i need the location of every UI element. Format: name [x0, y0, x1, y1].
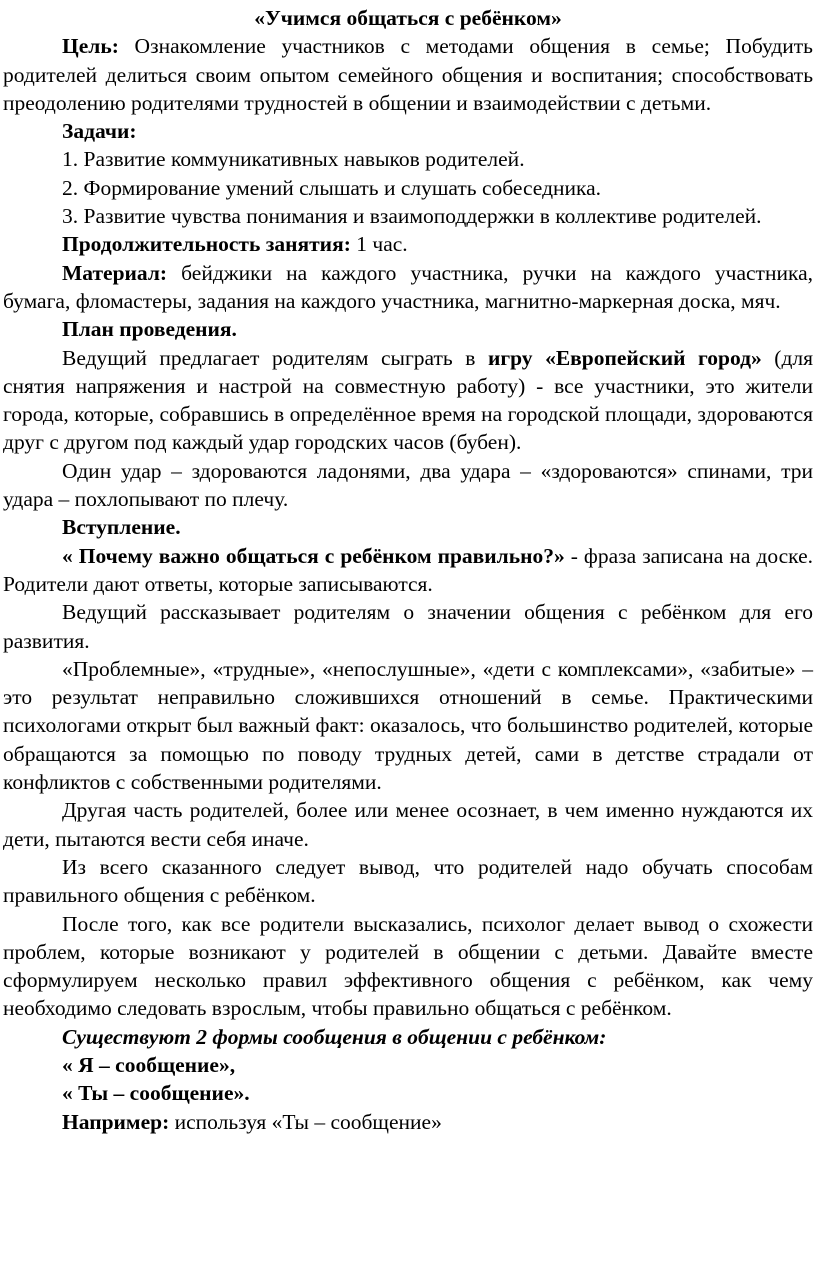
task-item-2: 2. Формирование умений слышать и слушать собеседника.	[62, 175, 602, 200]
duration-text: 1 час.	[350, 232, 408, 257]
example-paragraph	[3, 1108, 813, 1136]
intro-paragraph-1: Ведущий рассказывает родителям о значении общения с ребёнком для его развития.	[3, 600, 813, 653]
plan-paragraph-1	[3, 344, 813, 457]
tasks-heading: Задачи:	[62, 119, 137, 144]
example-label: Например:	[62, 1109, 170, 1134]
material-text: бейджики на каждого участника, ручки на каждого участника, бумага, фломастеры, задания на каждого участника, магнитно-маркерная доска, мяч.	[3, 260, 813, 313]
forms-heading: Существуют 2 формы сообщения в общении с ребёнком:	[62, 1024, 607, 1049]
intro-paragraph-3: Другая часть родителей, более или менее осознает, в чем именно нуждаются их дети, пытаются вести себя иначе.	[3, 798, 813, 851]
duration-label: Продолжительность занятия:	[62, 232, 351, 257]
plan-paragraph-2: Один удар – здороваются ладонями, два удара – «здороваются» спинами, три удара – похлопывают по плечу.	[3, 458, 813, 512]
goal-paragraph	[3, 32, 813, 117]
plan-p1-before: Ведущий предлагает родителям сыграть в	[62, 345, 488, 370]
plan-p1-after: (для снятия напряжения и настрой на совместную работу) - все участники, это жители города, которые, собравшись в определённое время на городской площади, здороваются друг с другом под каждый удар городских часов (бубен).	[3, 345, 814, 455]
duration-paragraph	[3, 230, 813, 258]
form-i-message: « Я – сообщение»,	[62, 1052, 236, 1077]
form-you-message: « Ты – сообщение».	[62, 1081, 250, 1106]
intro-paragraph-5: После того, как все родители высказались, психолог делает вывод о схожести проблем, которые возникают у родителей в общении с детьми. Давайте вместе сформулируем несколько правил эффективного общения с ребёнком, как чему необходимо следовать взрослым, чтобы правильно общаться с ребёнком.	[3, 911, 813, 1021]
intro-heading: Вступление.	[62, 515, 181, 540]
goal-label: Цель:	[62, 34, 119, 59]
task-item-1: 1. Развитие коммуникативных навыков родителей.	[62, 147, 525, 172]
intro-question: « Почему важно общаться с ребёнком правильно?»	[62, 543, 565, 568]
intro-paragraph-2: «Проблемные», «трудные», «непослушные», «дети с комплексами», «забитые» – это результат неправильно сложившихся отношений в семье. Практическими психологами открыт был важный факт: оказалось, что большинство родителей, которые обращаются за помощью по поводу трудных детей, сами в детстве страдали от конфликтов с собственными родителями.	[3, 656, 813, 795]
material-label: Материал:	[62, 260, 168, 285]
intro-question-paragraph	[3, 542, 813, 599]
intro-question-after: - фраза записана на доске. Родители дают ответы, которые записываются.	[3, 543, 813, 596]
task-item-3: 3. Развитие чувства понимания и взаимоподдержки в коллективе родителей.	[62, 204, 762, 229]
document-title: «Учимся общаться с ребёнком»	[254, 6, 562, 30]
goal-text: Ознакомление участников с методами общения в семье; Побудить родителей делиться своим опытом семейного общения и воспитания; способствовать преодолению родителями трудностей в общении и взаимодействии с детьми.	[3, 34, 813, 115]
plan-heading: План проведения.	[62, 317, 237, 342]
material-paragraph	[3, 259, 813, 316]
example-text: используя «Ты – сообщение»	[169, 1109, 442, 1134]
intro-paragraph-4: Из всего сказанного следует вывод, что родителей надо обучать способам правильного общения с ребёнком.	[3, 854, 813, 908]
game-name: игру «Европейский город»	[487, 345, 762, 370]
